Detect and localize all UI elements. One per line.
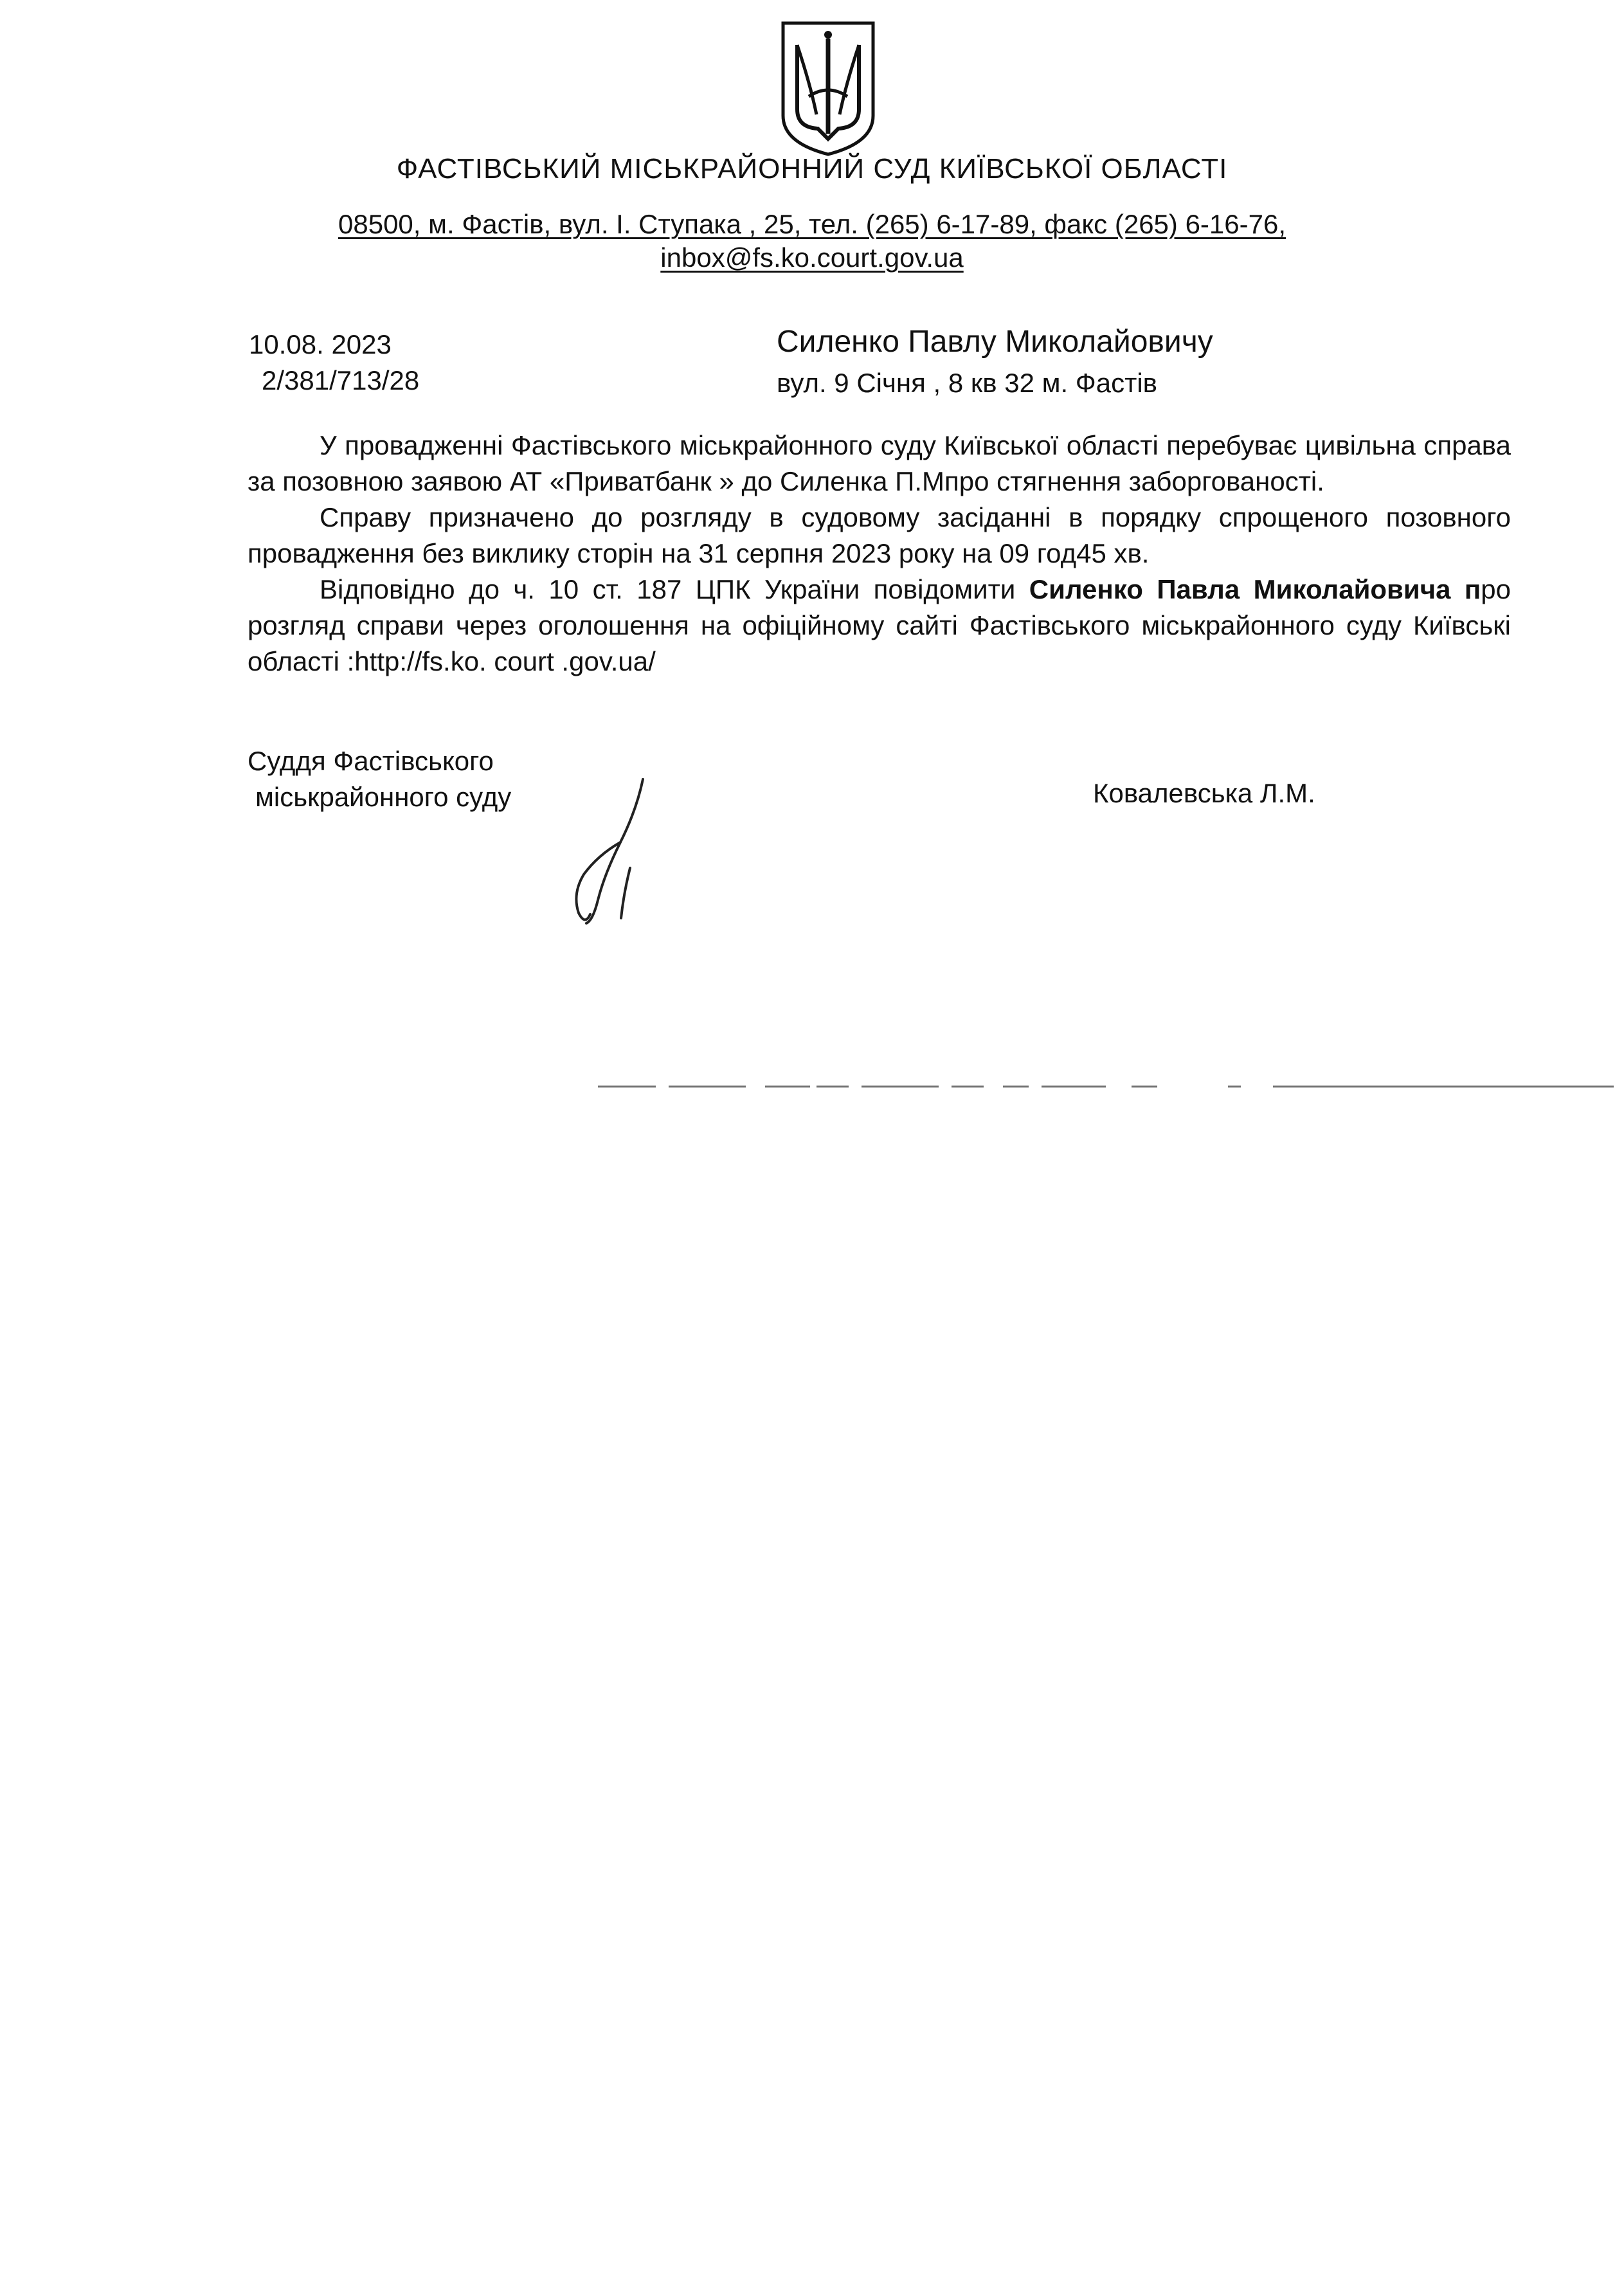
judge-name: Ковалевська Л.М. <box>1093 778 1315 808</box>
handwritten-signature <box>559 772 656 926</box>
paragraph-proceedings: У провадженні Фастівського міськрайонного суду Київської області перебуває цивільна справа за позовною заявою АТ «Приватбанк » до Силенка П.Мпро стягнення заборгованості. <box>248 430 1511 496</box>
notified-person-name: Силенко Павла Миколайовича <box>1029 574 1451 604</box>
judge-title-line2: міськрайонного суду <box>255 782 512 812</box>
judge-title <box>248 743 511 815</box>
notification-bold-letter: п <box>1464 574 1481 604</box>
court-email: inbox@fs.ko.court.gov.ua <box>660 242 964 273</box>
notification-text-end: ро розгляд справи через оголошення на офіційному сайті Фастівського міськрайонного суду Київські області :http://fs.ko. court .gov.ua/ <box>248 574 1511 676</box>
coat-of-arms-icon <box>779 19 877 157</box>
case-reference-number: 2/381/713/28 <box>262 365 420 395</box>
document-meta <box>249 327 419 399</box>
court-contact-block <box>0 208 1624 275</box>
letter-body <box>248 428 1511 680</box>
notification-text-start: Відповідно до ч. 10 ст. 187 ЦПК України повідомити <box>320 574 1029 604</box>
court-address: 08500, м. Фастів, вул. І. Ступака , 25, тел. (265) 6-17-89, факс (265) 6-16-76, <box>338 209 1286 239</box>
judge-title-line1: Суддя Фастівського <box>248 746 494 776</box>
paragraph-hearing: Справу призначено до розгляду в судовому засіданні в порядку спрощеного позовного провадження без виклику сторін на 31 серпня 2023 року на 09 год45 хв. <box>248 502 1511 568</box>
recipient-address: вул. 9 Січня , 8 кв 32 м. Фастів <box>777 368 1157 398</box>
court-name: ФАСТІВСЬКИЙ МІСЬКРАЙОННИЙ СУД КИЇВСЬКОЇ ОБЛАСТІ <box>396 153 1228 185</box>
recipient-name: Силенко Павлу Миколайовичу <box>777 325 1213 359</box>
recipient-block <box>777 321 1213 404</box>
scan-artifact-lines <box>579 1080 1620 1093</box>
document-date: 10.08. 2023 <box>249 329 392 359</box>
paragraph-notification <box>248 572 1511 680</box>
